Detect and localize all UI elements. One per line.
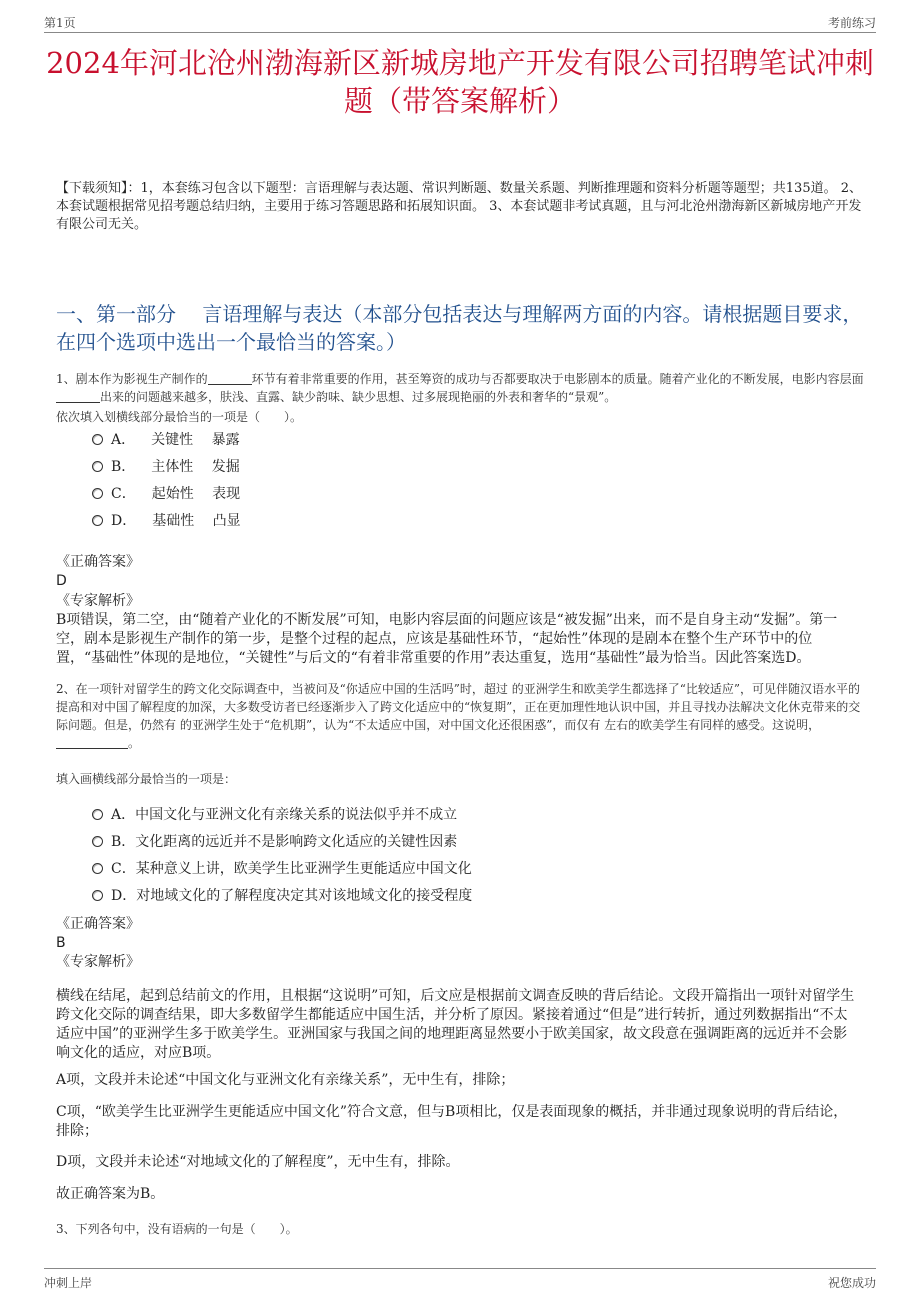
q1-stem-part2: 环节有着非常重要的作用，甚至筹资的成功与否都要取决于电影剧本的质量。随着产业化的不断发展，电影内容层面 xyxy=(251,372,864,386)
radio-icon[interactable] xyxy=(92,890,103,901)
option-text: 文化距离的远近并不是影响跨文化适应的关键性因素 xyxy=(135,834,458,850)
document-title: 2024年河北沧州渤海新区新城房地产开发有限公司招聘笔试冲刺题（带答案解析） xyxy=(46,46,874,118)
radio-icon[interactable] xyxy=(92,515,103,526)
option-letter: A． xyxy=(111,807,136,823)
page-number: 第1页 xyxy=(44,16,76,30)
section-heading: 一、第一部分 言语理解与表达（本部分包括表达与理解两方面的内容。请根据题目要求，在四个选项中选出一个最恰当的答案。） xyxy=(56,302,863,354)
q1-analysis-label: 《专家解析》 xyxy=(56,593,140,609)
q1-blank-1 xyxy=(208,372,252,385)
radio-icon[interactable] xyxy=(92,434,103,445)
option-text: 关键性 暴露 xyxy=(151,432,240,448)
q1-stem-part1: 1、剧本作为影视生产制作的 xyxy=(56,372,208,386)
q1-stem xyxy=(56,370,868,406)
option-text: 中国文化与亚洲文化有亲缘关系的说法似乎并不成立 xyxy=(135,807,458,823)
option-letter: A． xyxy=(111,432,136,448)
download-notice: 【下载须知】：1，本套练习包含以下题型：言语理解与表达题、常识判断题、数量关系题、判断推理题和资料分析题等题型；共135道。 2、本套试题根据常见招考题总结归纳，主要用于练习答题思路和拓展知识面。 3、本套试题非考试真题，且与河北沧州渤海新区新城房地产开发有限公司无关。 xyxy=(56,181,862,232)
q2-option-b[interactable] xyxy=(92,832,457,852)
q2-stem-end: 。 xyxy=(128,736,141,750)
option-letter: C． xyxy=(111,861,136,877)
radio-icon[interactable] xyxy=(92,863,103,874)
q2-answer: B xyxy=(56,935,66,951)
option-letter: D． xyxy=(111,888,137,904)
q2-analysis-paragraph-2: A项，文段并未论述“中国文化与亚洲文化有亲缘关系”，无中生有，排除； xyxy=(56,1072,515,1088)
option-text: 起始性 表现 xyxy=(151,486,241,502)
q2-option-d[interactable] xyxy=(92,886,472,906)
q1-option-a[interactable] xyxy=(92,430,240,450)
q1-analysis: B项错误，第二空，由“随着产业化的不断发展”可知，电影内容层面的问题应该是“被发掘”出来，而不是自身主动“发掘”。第一空，剧本是影视生产制作的第一步，是整个过程的起点，应该是基础性环节，“起始性”体现的是剧本在整个生产环节中的位置，“基础性”体现的是地位，“关键性”与后文的“有着非常重要的作用”表达重复，选用“基础性”最为恰当。因此答案选D。 xyxy=(56,612,838,666)
option-letter: B． xyxy=(111,834,136,850)
q1-option-b[interactable] xyxy=(92,457,240,477)
q2-analysis-paragraph-5: 故正确答案为B。 xyxy=(56,1186,165,1202)
q2-stem-text: 2、在一项针对留学生的跨文化交际调查中，当被问及“你适应中国的生活吗”时，超过 的亚洲学生和欧美学生都选择了“比较适应”，可见伴随汉语水平的提高和对中国了解程度的加深，大多数受访者已经逐渐步入了跨文化适应中的“恢复期”，正在更加理性地认识中国，并且寻找办法解决文化休克带来的交际问题。但是，仍然有 的亚洲学生处于“危机期”，认为“不太适应中国，对中国文化还很困惑”，而仅有 左右的欧美学生有同样的感受。这说明， xyxy=(56,682,861,732)
q2-stem xyxy=(56,680,868,752)
option-text: 某种意义上讲，欧美学生比亚洲学生更能适应中国文化 xyxy=(135,861,472,877)
option-letter: B． xyxy=(111,459,136,475)
radio-icon[interactable] xyxy=(92,488,103,499)
footer-right: 祝您成功 xyxy=(827,1276,876,1290)
option-letter: C． xyxy=(111,486,136,502)
q1-option-d[interactable] xyxy=(92,511,241,531)
footer-divider xyxy=(44,1268,876,1269)
q2-analysis-paragraph-1: 横线在结尾，起到总结前文的作用，且根据“这说明”可知，后文应是根据前文调查反映的背后结论。文段开篇指出一项针对留学生跨文化交际的调查结果，即大多数留学生都能适应中国生活，并分析了原因。紧接着通过“但是”进行转折，通过列数据指出“不太适应中国”的亚洲学生多于欧美学生。亚洲国家与我国之间的地理距离显然要小于欧美国家，故文段意在强调距离的远近并不会影响文化的适应，对应B项。 xyxy=(56,988,855,1061)
radio-icon[interactable] xyxy=(92,461,103,472)
q1-prompt: 依次填入划横线部分最恰当的一项是（ ）。 xyxy=(56,410,303,424)
radio-icon[interactable] xyxy=(92,809,103,820)
header-label: 考前练习 xyxy=(827,16,876,30)
q1-answer: D xyxy=(56,573,67,589)
q2-blank xyxy=(56,736,128,749)
q1-option-c[interactable] xyxy=(92,484,240,504)
q2-prompt: 填入画横线部分最恰当的一项是： xyxy=(56,772,237,786)
option-text: 主体性 发掘 xyxy=(151,459,240,475)
q1-blank-2 xyxy=(56,390,100,403)
q2-analysis-paragraph-4: D项，文段并未论述“对地域文化的了解程度”，无中生有，排除。 xyxy=(56,1154,460,1170)
q2-analysis-label: 《专家解析》 xyxy=(56,954,140,970)
footer-left: 冲刺上岸 xyxy=(44,1276,93,1290)
q2-answer-label: 《正确答案》 xyxy=(56,916,140,932)
q2-analysis-paragraph-3: C项，“欧美学生比亚洲学生更能适应中国文化”符合文意，但与B项相比，仅是表面现象的概括，并非通过现象说明的背后结论，排除； xyxy=(56,1104,848,1139)
radio-icon[interactable] xyxy=(92,836,103,847)
option-letter: D． xyxy=(111,513,137,529)
q1-stem-part3: 出来的问题越来越多，肤浅、直露、缺少韵味、缺少思想、过多展现艳丽的外表和奢华的“景观”。 xyxy=(100,390,617,404)
q2-option-a[interactable] xyxy=(92,805,457,825)
option-text: 基础性 凸显 xyxy=(152,513,241,529)
header-divider xyxy=(44,32,876,33)
option-text: 对地域文化的了解程度决定其对该地域文化的接受程度 xyxy=(136,888,473,904)
q2-option-c[interactable] xyxy=(92,859,472,879)
q1-answer-label: 《正确答案》 xyxy=(56,554,140,570)
q3-stem: 3、下列各句中，没有语病的一句是（ ）。 xyxy=(56,1222,298,1236)
